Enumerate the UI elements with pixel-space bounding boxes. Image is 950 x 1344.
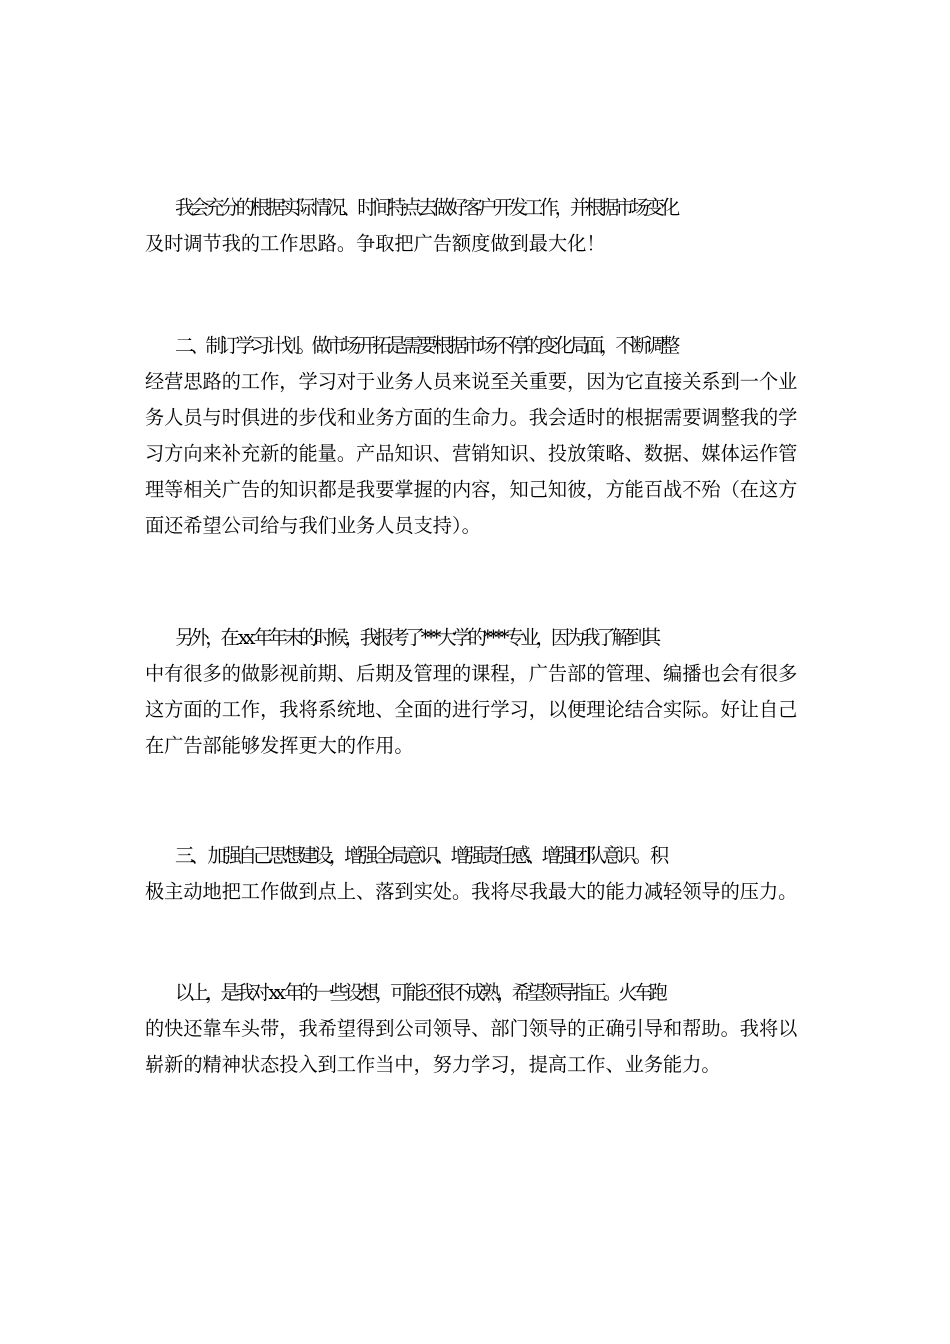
paragraph-line: 中有很多的做影视前期、后期及管理的课程，广告部的管理、编播也会有很多 xyxy=(145,662,798,685)
paragraph-line: 另外，在 xx 年年末的时候，我报考了***大学的****专业，因为我了解到其 xyxy=(175,626,658,649)
paragraph-line: 在广告部能够发挥更大的作用。 xyxy=(145,734,414,757)
paragraph-line: 理等相关广告的知识都是我要掌握的内容，知己知彼，方能百战不殆（在这方 xyxy=(145,478,798,501)
paragraph-line: 二、制订学习计划。做市场开拓是需要根据市场不停的变化局面，不断调整 xyxy=(175,334,677,357)
paragraph-line: 面还希望公司给与我们业务人员支持）。 xyxy=(145,514,481,537)
paragraph-university-study xyxy=(145,620,807,764)
paragraph-client-development xyxy=(145,190,807,262)
paragraph-line: 务人员与时俱进的步伐和业务方面的生命力。我会适时的根据需要调整我的学 xyxy=(145,406,798,429)
paragraph-line: 我会充分的根据实际情况、时间特点去做好客户开发工作，并根据市场变化 xyxy=(175,196,677,219)
paragraph-line: 这方面的工作，我将系统地、全面的进行学习，以便理论结合实际。好让自己 xyxy=(145,698,798,721)
paragraph-line: 三、 加强自己思想建设，增强全局意识、增强责任感、增强团队意识。 积 xyxy=(175,844,666,867)
paragraph-line: 经营思路的工作，学习对于业务人员来说至关重要，因为它直接关系到一个业 xyxy=(145,370,798,393)
paragraph-line: 及时调节我的工作思路。争取把广告额度做到最大化！ xyxy=(145,232,606,255)
paragraph-line: 崭新的精神状态投入到工作当中，努力学习，提高工作、业务能力。 xyxy=(145,1053,721,1076)
paragraph-self-improvement xyxy=(145,838,807,910)
paragraph-line: 习方向来补充新的能量。产品知识、营销知识、投放策略、数据、媒体运作管 xyxy=(145,442,798,465)
paragraph-line: 极主动地把工作做到点上、落到实处。我将尽我最大的能力减轻领导的压力。 xyxy=(145,880,798,903)
paragraph-conclusion xyxy=(145,975,807,1083)
paragraph-study-plan xyxy=(145,328,807,544)
paragraph-line: 以上，是我对 xx 年的一些设想，可能还很不成熟，希望领导指正。火车跑 xyxy=(175,981,664,1004)
paragraph-line: 的快还靠车头带，我希望得到公司领导、部门领导的正确引导和帮助。我将以 xyxy=(145,1017,798,1040)
